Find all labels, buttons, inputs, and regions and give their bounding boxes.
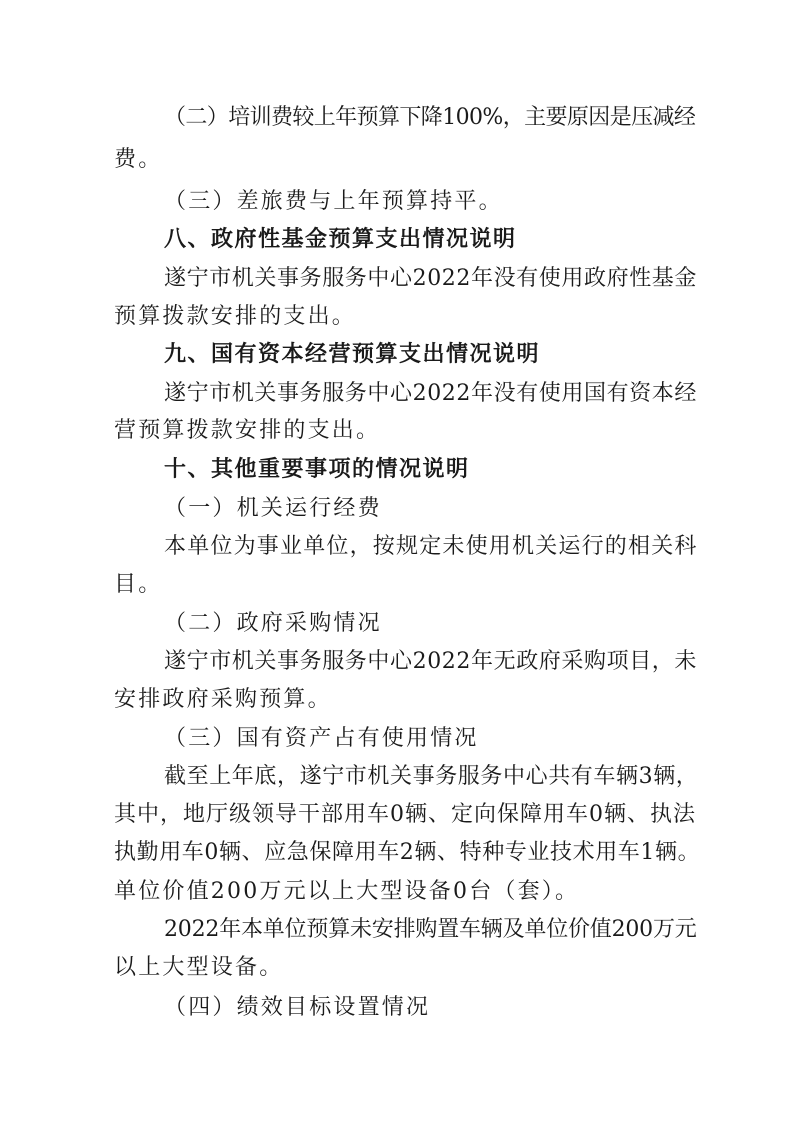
paragraph-line: 遂宁市机关事务服务中心2022年无政府采购项目，未	[164, 649, 697, 674]
paragraph-line: 安排政府采购预算。	[114, 687, 332, 712]
section-heading: 十、其他重要事项的情况说明	[164, 457, 470, 482]
paragraph-line: 遂宁市机关事务服务中心2022年没有使用政府性基金	[164, 266, 697, 291]
paragraph-line: 遂宁市机关事务服务中心2022年没有使用国有资本经	[164, 381, 697, 406]
paragraph-line: 以上大型设备。	[114, 955, 284, 980]
paragraph-line: 2022年本单位预算未安排购置车辆及单位价值200万元	[164, 917, 697, 942]
paragraph-line: 营预算拨款安排的支出。	[114, 418, 381, 443]
paragraph-line: （三）差旅费与上年预算持平。	[164, 189, 503, 214]
section-heading: 九、国有资本经营预算支出情况说明	[164, 342, 541, 367]
paragraph-line: 费。	[114, 147, 163, 172]
paragraph-line: 其中，地厅级领导干部用车0辆、定向保障用车0辆、执法	[114, 802, 696, 827]
subsection-heading: （四）绩效目标设置情况	[164, 995, 431, 1020]
subsection-heading: （三）国有资产占有使用情况	[164, 726, 479, 751]
paragraph-line: 本单位为事业单位，按规定未使用机关运行的相关科	[164, 534, 698, 559]
paragraph-line: 预算拨款安排的支出。	[114, 304, 357, 329]
paragraph-line: 目。	[114, 572, 163, 597]
subsection-heading: （一）机关运行经费	[164, 496, 382, 521]
paragraph-line: 单位价值200万元以上大型设备0台（套）。	[114, 879, 580, 904]
paragraph-line: （二）培训费较上年预算下降100%，主要原因是压减经	[164, 105, 696, 130]
subsection-heading: （二）政府采购情况	[164, 611, 382, 636]
paragraph-line: 截至上年底，遂宁市机关事务服务中心共有车辆3辆，	[164, 764, 699, 789]
paragraph-line: 执勤用车0辆、应急保障用车2辆、特种专业技术用车1辆。	[114, 840, 701, 865]
section-heading: 八、政府性基金预算支出情况说明	[164, 227, 517, 252]
